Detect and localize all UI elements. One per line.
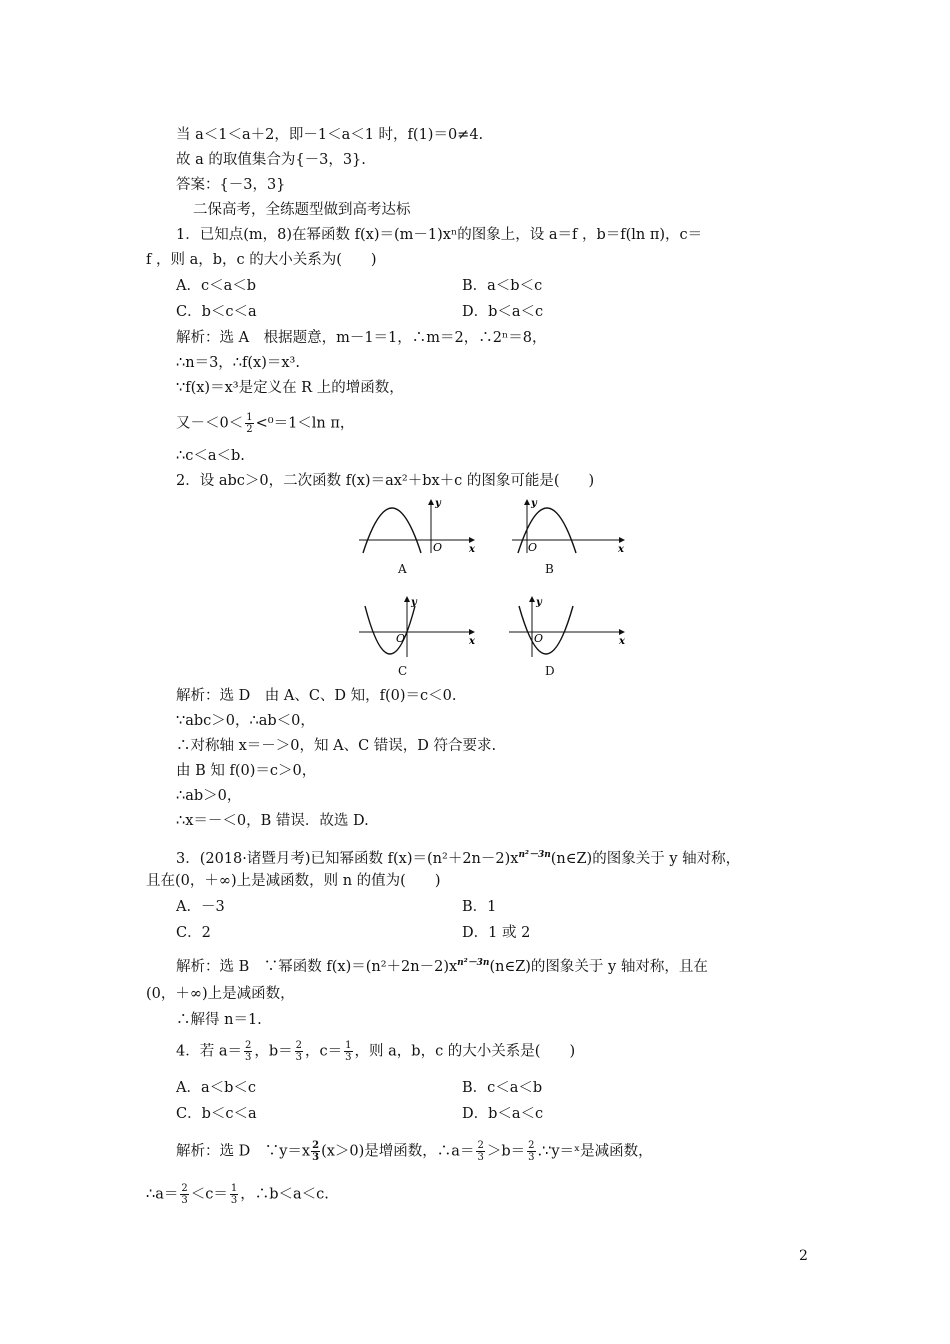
q1-solution-4	[176, 412, 354, 435]
graph-a	[355, 495, 480, 557]
q4-solution-2: ∴a＝ $\frac{2}{3}$ ＜c＝ $\frac{1}{3}$ ，∴b＜a＜c.	[146, 1183, 329, 1206]
q4-option-d: D．b＜a＜c	[462, 1106, 544, 1122]
graph-a-origin: O	[433, 541, 443, 554]
q4-stem: 4．若 a＝ $\frac{2}{3}$ ，b＝ $\frac{2}{3}$ ，c＝ $\frac{1}{3}$ ，则 a，b，c 的大小关系是( )	[176, 1040, 576, 1063]
q2-stem: 2．设 abc＞0，二次函数 f(x)＝ax²＋bx＋c 的图象可能是( )	[176, 473, 595, 489]
q2-solution-3: ∴对称轴 x＝－＞0，知 A、C 错误，D 符合要求.	[176, 738, 497, 754]
graph-c-label: C	[398, 664, 408, 678]
q1-solution-2: ∴n＝3，∴f(x)＝x³.	[176, 355, 300, 371]
graph-b	[508, 495, 633, 557]
q4-sol-frac-a: $\frac{2}{3}$	[477, 1140, 484, 1163]
q2-solution-5: ∴ab＞0，	[176, 788, 242, 804]
graph-a-label: A	[398, 562, 407, 576]
graph-d-label: D	[545, 664, 555, 678]
q4-sol-exp-frac: $\frac{2}{3}$	[312, 1140, 320, 1163]
q3-option-a: A．－3	[176, 899, 225, 915]
q4-frac-a: $\frac{2}{3}$	[244, 1040, 252, 1063]
intro-line-1: 当 a＜1＜a＋2，即－1＜a＜1 时，f(1)＝0≠4.	[176, 127, 484, 143]
q4-option-b: B．c＜a＜b	[462, 1080, 543, 1096]
q4-sol2-frac-a: $\frac{2}{3}$	[181, 1183, 188, 1206]
q2-solution-6: ∴x＝－＜0，B 错误．故选 D.	[176, 813, 369, 829]
q3-solution-1: 解析：选 B ∵幂函数 $f(x)=(n^2+2n-2)x^{n^2-3n}(n\in Z)$的图象关于 y 轴对称，且在	[176, 958, 708, 975]
q1-option-b: B．a＜b＜c	[462, 278, 543, 294]
q1-stem-line-2: f ，则 a，b，c 的大小关系为( )	[146, 252, 377, 268]
q1-solution-1: 解析：选 A 根据题意，m－1＝1，∴m＝2，∴2ⁿ＝8，	[176, 330, 547, 346]
q1-option-a: A．c＜a＜b	[176, 278, 257, 294]
q4-option-a: A．a＜b＜c	[176, 1080, 257, 1096]
q3-sol-exponent: n²－3n	[457, 958, 490, 968]
q2-solution-4: 由 B 知 f(0)＝c＞0，	[176, 763, 317, 779]
q3-solution-2: (0，＋∞)上是减函数，	[146, 986, 295, 1002]
q2-solution-1: 解析：选 D 由 A、C、D 知，f(0)＝c＜0.	[176, 688, 457, 704]
graph-c-origin: O	[396, 632, 406, 645]
q3-stem-line-2: 且在(0，＋∞)上是减函数，则 n 的值为( )	[146, 873, 441, 889]
page-number: 2	[799, 1248, 808, 1264]
q4-sol2-frac-c: $\frac{1}{3}$	[230, 1183, 238, 1206]
q1-stem-line-1: 1．已知点(m，8)在幂函数 f(x)＝(m－1)xⁿ的图象上，设 a＝f ，b＝f(ln π)，c＝	[176, 227, 703, 243]
q4-solution-1: 解析：选 D ∵y＝x $\frac{2}{3}$ (x＞0)是增函数，∴a＝ $\frac{2}{3}$ ＞b＝ $\frac{2}{3}$ .∵y＝ˣ是减函数，	[176, 1140, 653, 1163]
q4-sol-frac-b: $\frac{2}{3}$	[528, 1140, 535, 1163]
q1-solution-5: ∴c＜a＜b.	[176, 448, 245, 464]
graph-b-y-label: y	[531, 498, 537, 509]
graph-c	[355, 592, 480, 662]
intro-answer: 答案：{－3，3}	[176, 177, 286, 193]
q4-frac-c: $\frac{1}{3}$	[345, 1040, 352, 1063]
q3-exponent: n²－3n	[518, 850, 551, 860]
q2-solution-2: ∵abc＞0，∴ab＜0，	[176, 713, 315, 729]
q1-fraction-half: $\frac{1}{2}$	[246, 412, 253, 435]
q3-solution-3: ∴解得 n＝1.	[176, 1012, 262, 1028]
graph-d-x-label: x	[619, 636, 625, 647]
intro-line-2: 故 a 的取值集合为{－3，3}.	[176, 152, 366, 168]
graph-b-origin: O	[528, 541, 538, 554]
q1-sol4-post: <⁰＝1＜ln π，	[255, 415, 355, 432]
q1-sol4-pre: 又－＜0＜	[176, 415, 244, 432]
q1-option-d: D．b＜a＜c	[462, 304, 544, 320]
q4-frac-b: $\frac{2}{3}$	[295, 1040, 303, 1063]
graph-b-x-label: x	[618, 544, 624, 555]
graph-a-y-label: y	[435, 498, 441, 509]
q1-option-c: C．b＜c＜a	[176, 304, 257, 320]
graph-c-x-label: x	[469, 636, 475, 647]
graph-d-y-label: y	[536, 597, 542, 608]
graph-d	[505, 592, 630, 662]
q1-solution-3: ∵f(x)＝x³是定义在 R 上的增函数，	[176, 380, 404, 396]
graph-d-origin: O	[534, 632, 544, 645]
graph-b-label: B	[545, 562, 554, 576]
q3-stem-line-1: 3．(2018·诸暨月考)已知幂函数 $f(x)=(n^2+2n-2)x^{n^2-3n}(n\in Z)$的图象关于 y 轴对称，	[176, 850, 741, 867]
graph-c-y-label: y	[411, 597, 417, 608]
graph-a-x-label: x	[469, 544, 475, 555]
section-title: 二保高考，全练题型做到高考达标	[193, 202, 411, 218]
q3-option-b: B．1	[462, 899, 497, 915]
q4-option-c: C．b＜c＜a	[176, 1106, 257, 1122]
q3-option-d: D．1 或 2	[462, 925, 531, 941]
q3-option-c: C．2	[176, 925, 211, 941]
